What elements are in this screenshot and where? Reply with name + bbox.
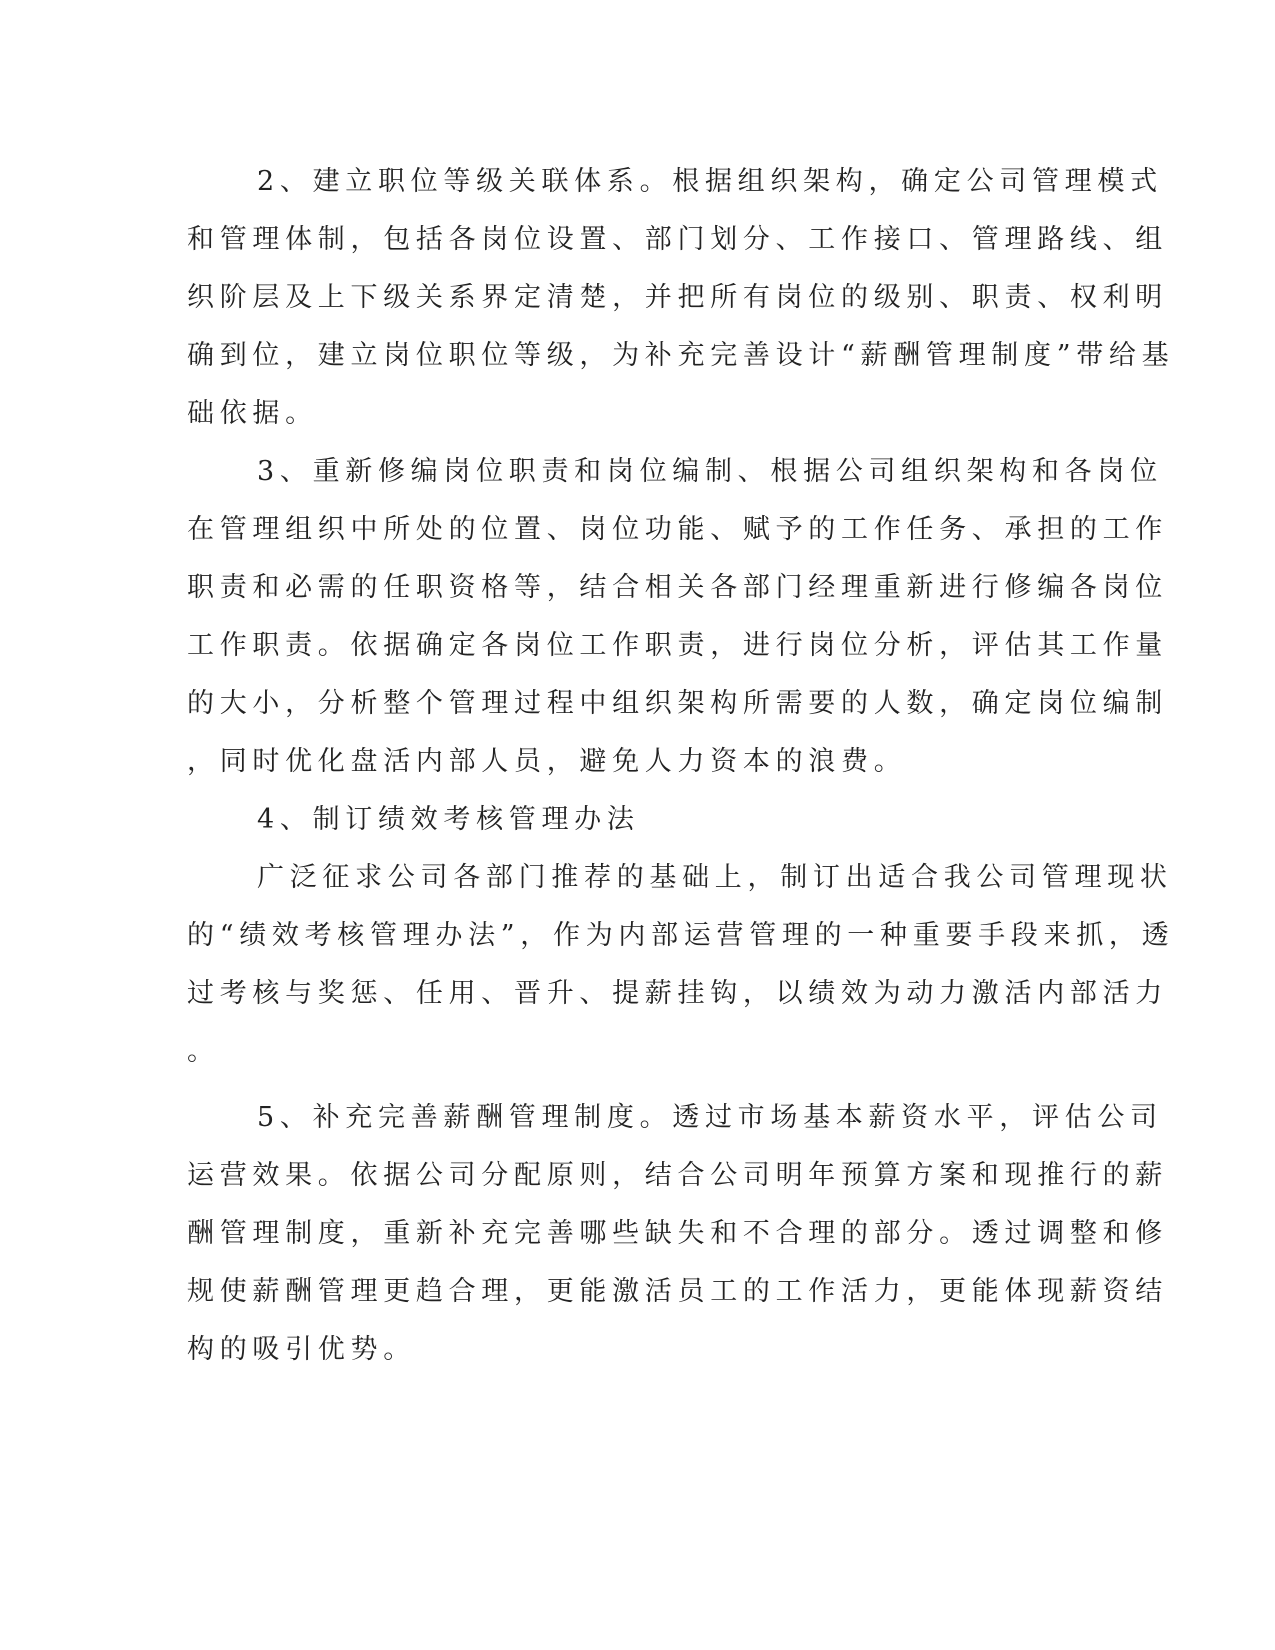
paragraph-3-line-1: 3、重新修编岗位职责和岗位编制、根据公司组织架构和各岗位 (257, 456, 1163, 487)
section-4-heading: 4、制订绩效考核管理办法 (257, 804, 640, 835)
paragraph-3-line-3: 职责和必需的任职资格等，结合相关各部门经理重新进行修编各岗位 (187, 572, 1168, 603)
paragraph-5-line-2: 运营效果。依据公司分配原则，结合公司明年预算方案和现推行的薪 (187, 1160, 1168, 1191)
paragraph-3-line-6: ，同时优化盘活内部人员，避免人力资本的浪费。 (187, 746, 907, 777)
paragraph-4-line-3: 过考核与奖惩、任用、晋升、提薪挂钩，以绩效为动力激活内部活力 (187, 978, 1168, 1009)
paragraph-3-line-2: 在管理组织中所处的位置、岗位功能、赋予的工作任务、承担的工作 (187, 514, 1168, 545)
paragraph-4-line-2: 的“绩效考核管理办法”，作为内部运营管理的一种重要手段来抓，透 (187, 920, 1175, 951)
paragraph-2-line-1: 2、建立职位等级关联体系。根据组织架构，确定公司管理模式 (257, 166, 1163, 197)
paragraph-2-line-3: 织阶层及上下级关系界定清楚，并把所有岗位的级别、职责、权利明 (187, 282, 1168, 313)
paragraph-4-line-4: 。 (187, 1036, 220, 1067)
paragraph-2-line-2: 和管理体制，包括各岗位设置、部门划分、工作接口、管理路线、组 (187, 224, 1168, 255)
paragraph-5-line-3: 酬管理制度，重新补充完善哪些缺失和不合理的部分。透过调整和修 (187, 1218, 1168, 1249)
paragraph-2-line-4: 确到位，建立岗位职位等级，为补充完善设计“薪酬管理制度”带给基 (187, 340, 1175, 371)
paragraph-2-line-5: 础依据。 (187, 398, 318, 429)
paragraph-3-line-4: 工作职责。依据确定各岗位工作职责，进行岗位分析，评估其工作量 (187, 630, 1168, 661)
paragraph-5-line-4: 规使薪酬管理更趋合理，更能激活员工的工作活力，更能体现薪资结 (187, 1276, 1168, 1307)
paragraph-3-line-5: 的大小，分析整个管理过程中组织架构所需要的人数，确定岗位编制 (187, 688, 1168, 719)
paragraph-5-line-5: 构的吸引优势。 (187, 1334, 416, 1365)
paragraph-4-line-1: 广泛征求公司各部门推荐的基础上，制订出适合我公司管理现状 (257, 862, 1173, 893)
paragraph-5-line-1: 5、补充完善薪酬管理制度。透过市场基本薪资水平，评估公司 (257, 1102, 1163, 1133)
